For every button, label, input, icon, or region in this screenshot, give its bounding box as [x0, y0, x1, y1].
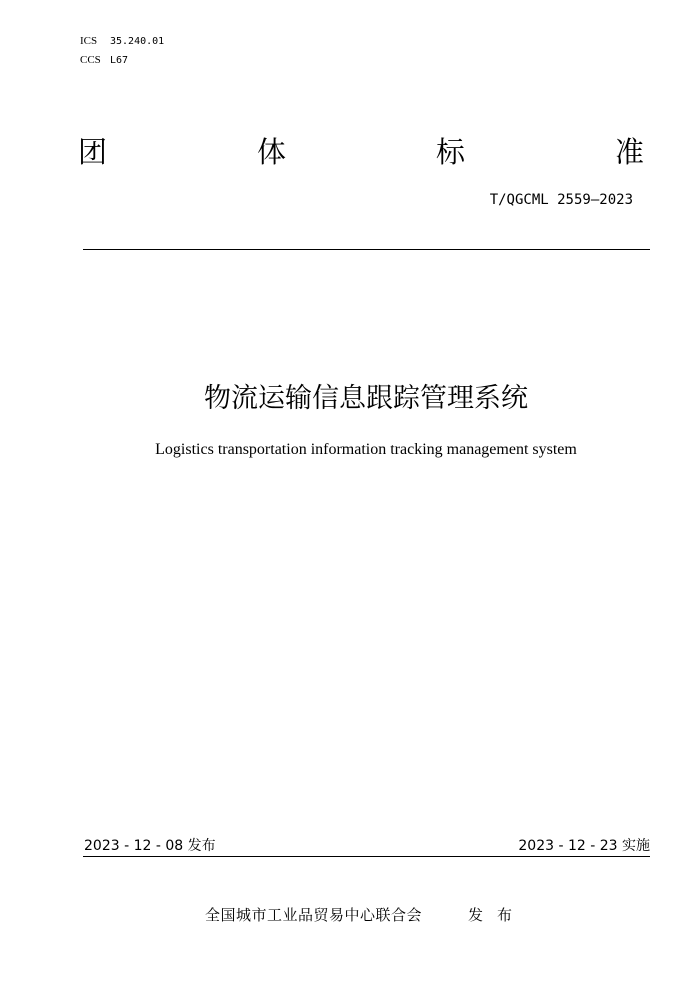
standard-kind-char: 准 [614, 135, 644, 169]
ics-label: ICS [80, 35, 98, 47]
ics-value: 35.240.01 [110, 36, 165, 47]
ics-code [80, 34, 164, 49]
ccs-code [80, 53, 128, 68]
standard-kind-char: 体 [256, 135, 286, 169]
publish-label: 发布 [468, 906, 527, 924]
standard-kind-char: 标 [435, 135, 465, 169]
issue-date: 2023 - 12 - 08 发布 [84, 838, 216, 854]
bottom-divider [83, 856, 650, 857]
document-title-cn: 物流运输信息跟踪管理系统 [204, 383, 528, 414]
top-divider [83, 249, 650, 250]
document-title-en: Logistics transportation information tracking management system [155, 441, 577, 458]
publisher-name: 全国城市工业品贸易中心联合会 [205, 906, 423, 924]
implementation-date: 2023 - 12 - 23 实施 [518, 838, 650, 854]
standard-kind-char: 团 [78, 135, 108, 169]
ccs-label: CCS [80, 54, 101, 66]
standard-number: T/QGCML 2559—2023 [489, 192, 633, 208]
standard-kind-heading [78, 134, 644, 170]
ccs-value: L67 [110, 55, 129, 66]
